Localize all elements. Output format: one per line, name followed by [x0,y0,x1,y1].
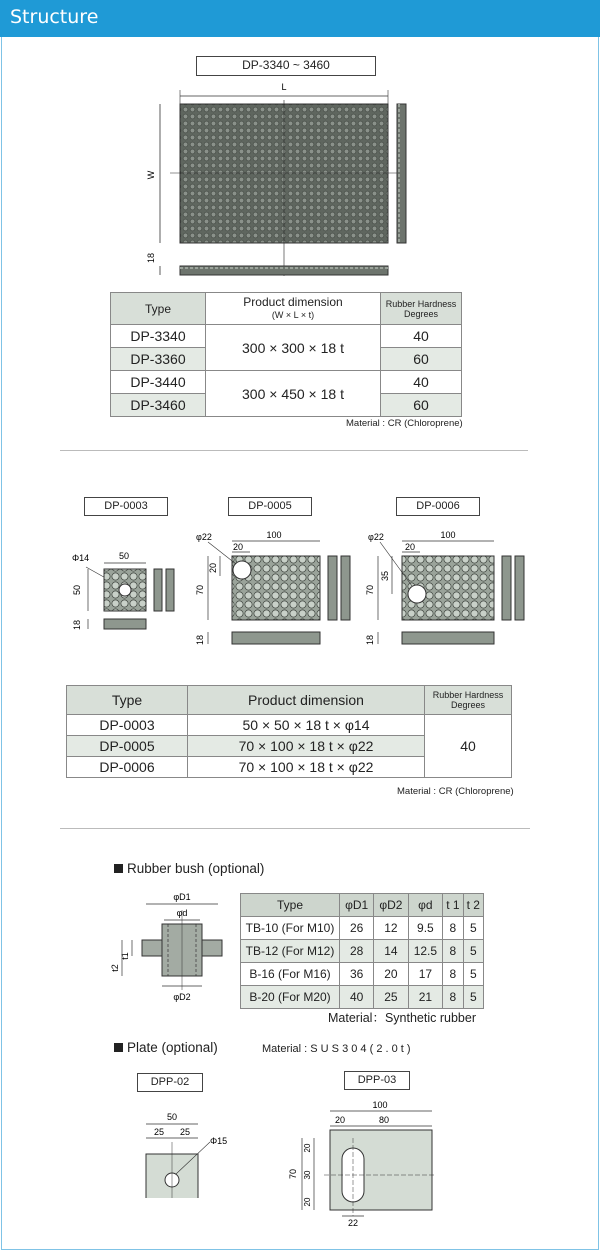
section-header [0,0,600,37]
bush-table: Type φD1 φD2 φd t 1 t 2 TB-10 (For M10) 26 12 9.5 8 5 TB-12 (For M12) 28 14 12.5 8 5 B-16 (For M16) 36 20 17 8 5 B-20 (For M20) 40 25 21 8 5 [240,893,484,1009]
svg-text:100: 100 [266,530,282,540]
section-title: Structure [10,6,99,28]
svg-text:70: 70 [195,584,205,596]
svg-text:20: 20 [232,542,244,552]
dp000-material: Material : CR (Chloroprene) [397,786,514,797]
dp0005-drawing [190,528,360,653]
svg-text:φ22: φ22 [196,532,212,542]
dp0006-drawing [362,528,532,653]
svg-text:t1: t1 [120,952,130,960]
svg-text:30: 30 [303,1170,312,1180]
dp3x-material: Material : CR (Chloroprene) [346,418,463,429]
svg-text:70: 70 [365,584,375,596]
svg-text:35: 35 [380,570,390,582]
dpp03-drawing [284,1098,444,1232]
dpp02-label: DPP-02 [137,1073,203,1092]
dp3x-drawing [140,78,420,278]
svg-text:18: 18 [72,619,82,631]
dp0003-drawing [66,545,186,640]
svg-text:18: 18 [365,634,375,646]
svg-text:70: 70 [288,1168,298,1180]
bush-heading: Rubber bush (optional) [114,861,264,876]
divider [60,450,528,451]
square-bullet-icon [114,864,123,873]
svg-text:20: 20 [303,1143,312,1153]
svg-text:100: 100 [440,530,456,540]
dim-W: W [146,170,156,180]
dim-L: L [281,82,287,92]
svg-text:50: 50 [72,584,82,596]
svg-text:25: 25 [153,1127,165,1137]
dp3x-table: Type Product dimension (W × L × t) Rubber Hardness Degrees DP-3340 300 × 300 × 18 t 40 DP-3360 60 DP-3440 300 × 450 × 18 t 40 DP-3460 60 [110,292,462,417]
svg-text:φ22: φ22 [368,532,384,542]
svg-text:φD1: φD1 [173,892,191,902]
svg-text:20: 20 [404,542,416,552]
dp0005-label: DP-0005 [228,497,312,516]
dpp03-label: DPP-03 [344,1071,410,1090]
dp3x-label: DP-3340 ~ 3460 [196,56,376,76]
dp0003-label: DP-0003 [84,497,168,516]
svg-text:t2: t2 [110,964,120,972]
bush-material: Material：Synthetic rubber [328,1011,476,1025]
svg-text:20: 20 [303,1197,312,1207]
svg-text:22: 22 [347,1218,359,1228]
svg-text:80: 80 [378,1115,390,1125]
dim-t: 18 [146,252,156,264]
dpp02-drawing [130,1108,240,1198]
svg-text:100: 100 [372,1100,388,1110]
svg-text:18: 18 [195,634,205,646]
divider [60,828,530,829]
svg-text:50: 50 [118,551,130,561]
svg-text:Φ14: Φ14 [72,553,90,563]
svg-text:φd: φd [176,908,188,918]
svg-text:20: 20 [208,562,218,574]
square-bullet-icon [114,1043,123,1052]
dp0006-label: DP-0006 [396,497,480,516]
svg-text:20: 20 [334,1115,346,1125]
svg-text:50: 50 [166,1112,178,1122]
dp000-table: Type Product dimension Rubber Hardness Degrees DP-0003 50 × 50 × 18 t × φ14 40 DP-0005 70 × 100 × 18 t × φ22 DP-0006 70 × 100 × 18 t × φ22 [66,685,512,778]
plate-material: Material : S U S 3 0 4 ( 2 . 0 t ) [262,1043,411,1055]
svg-text:Φ15: Φ15 [210,1136,228,1146]
bush-drawing [110,890,240,1010]
svg-text:25: 25 [179,1127,191,1137]
plate-heading: Plate (optional) [114,1040,218,1055]
svg-text:φD2: φD2 [173,992,191,1002]
